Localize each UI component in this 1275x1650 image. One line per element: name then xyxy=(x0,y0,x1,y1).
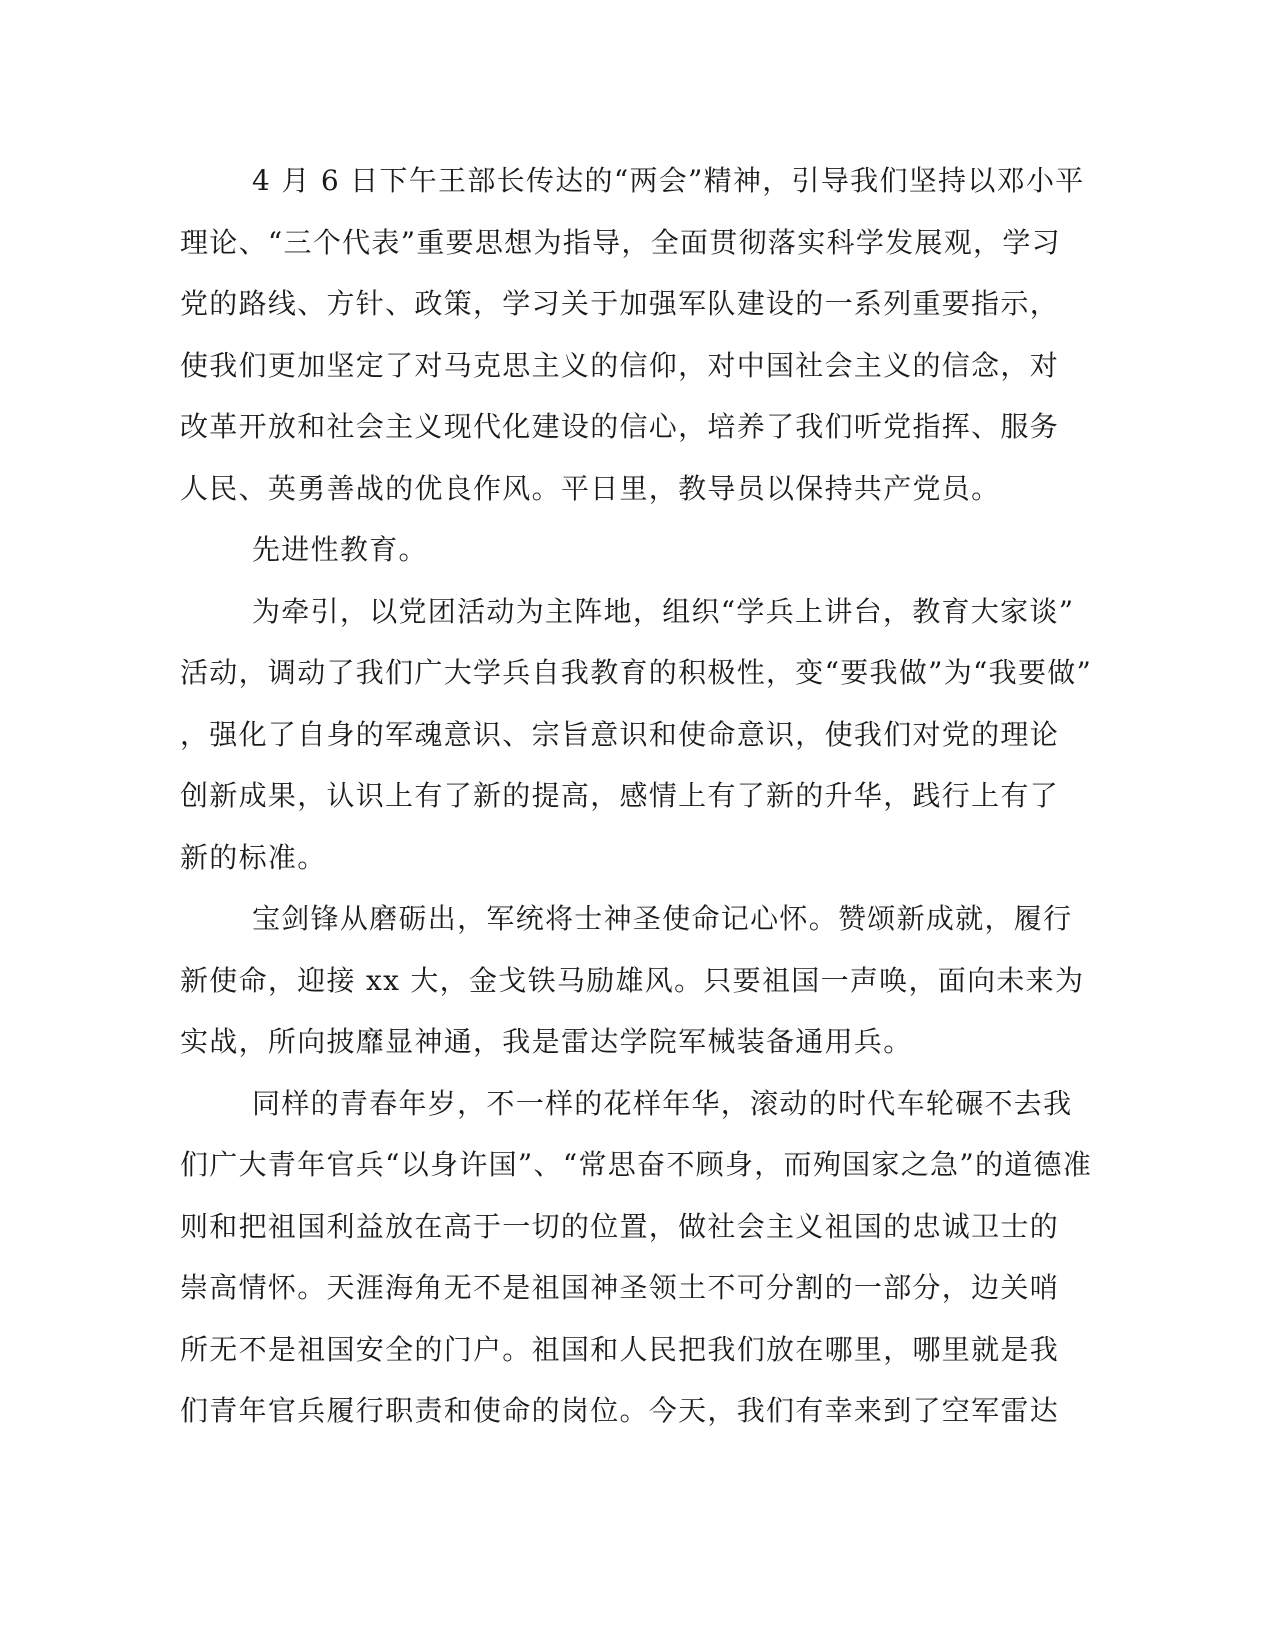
paragraph-4 xyxy=(180,888,1085,1073)
text-line: 新的标准。 xyxy=(180,840,327,874)
text-line: 使我们更加坚定了对马克思主义的信仰，对中国社会主义的信念，对 xyxy=(180,348,1060,382)
document-body xyxy=(180,150,1093,1442)
text-line: 4 月 6 日下午王部长传达的“两会”精神，引导我们坚持以邓小平 xyxy=(252,164,1085,197)
text-line: 活动，调动了我们广大学兵自我教育的积极性，变“要我做”为“我要做” xyxy=(180,656,1093,689)
text-line: 崇高情怀。天涯海角无不是祖国神圣领土不可分割的一部分，边关哨 xyxy=(180,1271,1060,1304)
text-line: 们青年官兵履行职责和使命的岗位。今天，我们有幸来到了空军雷达 xyxy=(180,1394,1060,1427)
text-line: 党的路线、方针、政策，学习关于加强军队建设的一系列重要指示， xyxy=(180,287,1060,320)
text-line: 为牵引，以党团活动为主阵地，组织“学兵上讲台，教育大家谈” xyxy=(252,594,1075,628)
paragraph-3 xyxy=(180,581,1093,889)
text-line: 人民、英勇善战的优良作风。平日里，教导员以保持共产党员。 xyxy=(180,471,1001,505)
text-line: 先进性教育。 xyxy=(252,533,428,566)
paragraph-2 xyxy=(180,519,1080,581)
text-line: 创新成果，认识上有了新的提高，感情上有了新的升华，践行上有了 xyxy=(180,779,1060,812)
text-line: ，强化了自身的军魂意识、宗旨意识和使命意识，使我们对党的理论 xyxy=(180,717,1060,751)
paragraph-5 xyxy=(180,1073,1093,1442)
text-line: 所无不是祖国安全的门户。祖国和人民把我们放在哪里，哪里就是我 xyxy=(180,1332,1060,1366)
text-line: 改革开放和社会主义现代化建设的信心，培养了我们听党指挥、服务 xyxy=(180,410,1060,443)
text-line: 理论、“三个代表”重要思想为指导，全面贯彻落实科学发展观，学习 xyxy=(180,225,1061,259)
text-line: 宝剑锋从磨砺出，军统将士神圣使命记心怀。赞颂新成就，履行 xyxy=(252,902,1073,935)
text-line: 实战，所向披靡显神通，我是雷达学院军械装备通用兵。 xyxy=(180,1025,913,1058)
text-line: 则和把祖国利益放在高于一切的位置，做社会主义祖国的忠诚卫士的 xyxy=(180,1209,1060,1243)
paragraph-1 xyxy=(180,150,1085,519)
text-line: 们广大青年官兵“以身许国”、“常思奋不顾身，而殉国家之急”的道德准 xyxy=(180,1148,1093,1181)
text-line: 同样的青春年岁，不一样的花样年华，滚动的时代车轮碾不去我 xyxy=(252,1086,1073,1120)
text-line: 新使命，迎接 xx 大，金戈铁马励雄风。只要祖国一声唤，面向未来为 xyxy=(180,963,1085,997)
